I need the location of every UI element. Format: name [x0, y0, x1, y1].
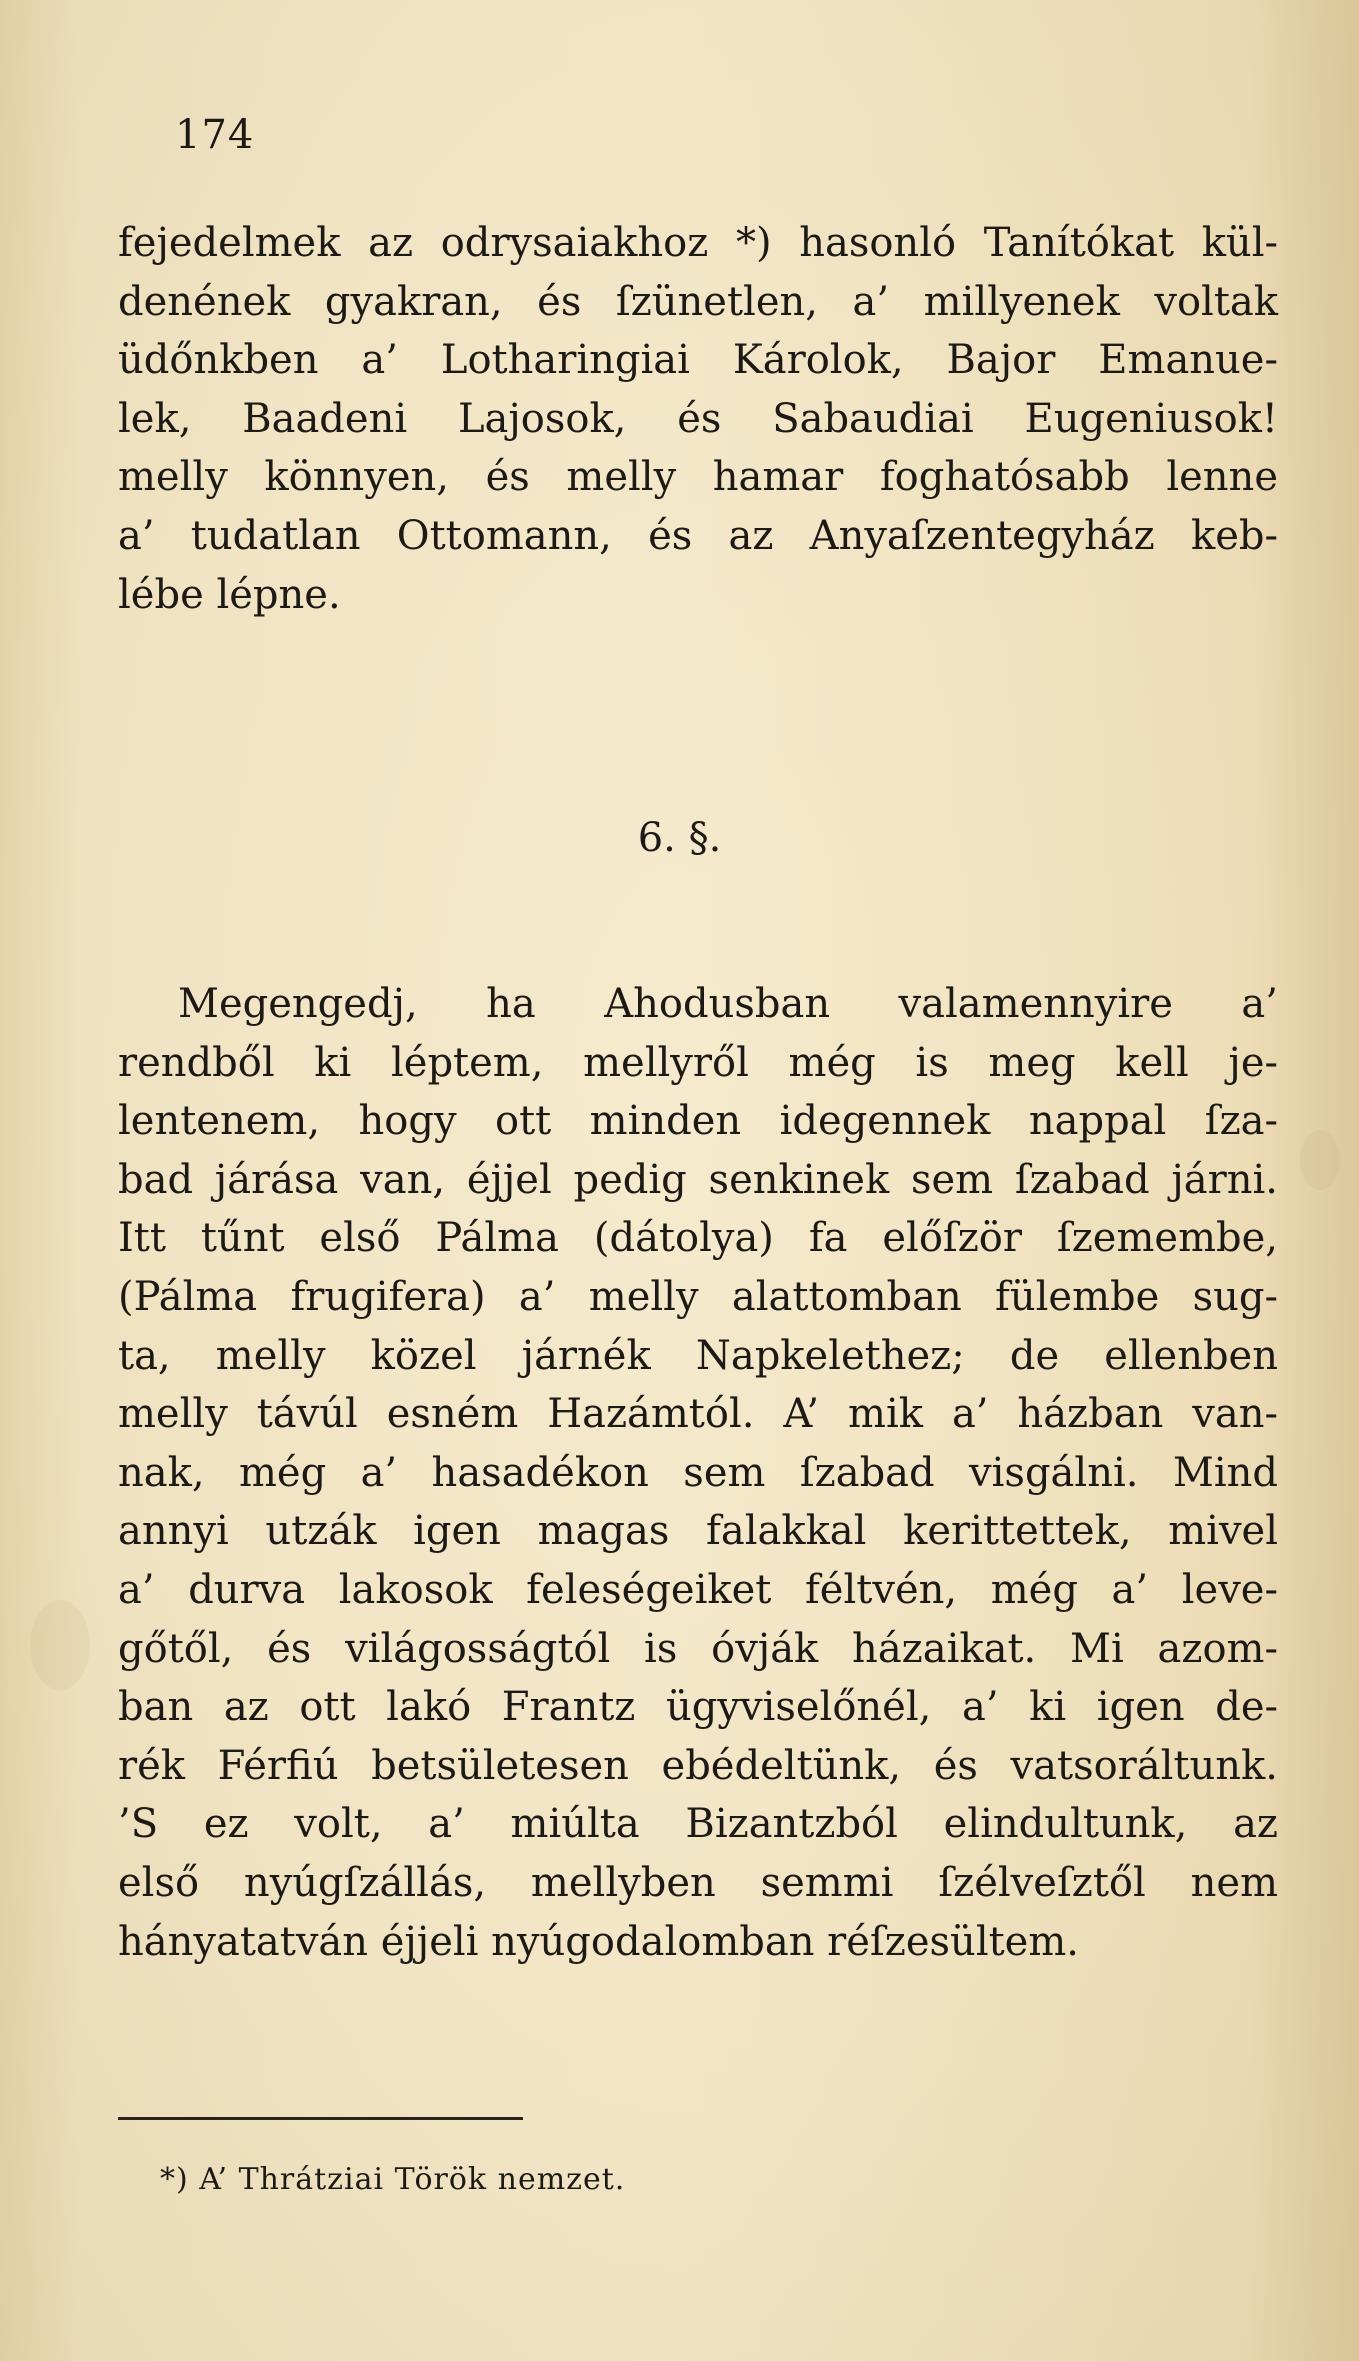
section-heading: 6. §.: [637, 815, 722, 861]
text-line: lentenem, hogy ott minden idegennek nappal ſza-: [118, 1098, 1278, 1145]
paragraph-1: [118, 214, 1278, 624]
text-line: ban az ott lakó Frantz ügyviselőnél, a’ ki igen de-: [118, 1684, 1278, 1731]
text-line: Megengedj, ha Ahodusban valamennyire a’: [178, 981, 1278, 1027]
text-line: melly könnyen, és melly hamar foghatósabb lenne: [118, 454, 1278, 501]
text-line: ’S ez volt, a’ miúlta Bizantzból elindultunk, az: [118, 1801, 1278, 1848]
text-line: bad járása van, éjjel pedig senkinek sem ſzabad járni.: [118, 1156, 1278, 1203]
text-line: ta, melly közel járnék Napkelethez; de ellenben: [118, 1332, 1278, 1379]
paragraph-2: [118, 975, 1278, 1971]
text-line: hányatatván éjjeli nyúgodalomban réſzesültem.: [118, 1918, 1079, 1965]
text-line: lébe lépne.: [118, 571, 341, 618]
text-line: melly távúl esném Hazámtól. A’ mik a’ házban van-: [118, 1391, 1278, 1438]
text-line: a’ durva lakosok feleségeiket féltvén, még a’ leve-: [118, 1566, 1278, 1613]
text-line: annyi utzák igen magas falakkal kerittettek, mivel: [118, 1508, 1278, 1555]
text-line: rék Férfiú betsületesen ebédeltünk, és vatsoráltunk.: [118, 1742, 1278, 1789]
footnote: *) A’ Thrátziai Török nemzet.: [160, 2162, 626, 2197]
text-line: első nyúgſzállás, mellyben semmi ſzélveſztől nem: [118, 1859, 1278, 1906]
text-line: Itt tűnt első Pálma (dátolya) fa előſzör ſzemembe,: [118, 1215, 1278, 1262]
text-line: lek, Baadeni Lajosok, és Sabaudiai Eugeniusok!: [118, 395, 1278, 442]
paper-stain: [30, 1600, 90, 1690]
text-line: nak, még a’ hasadékon sem ſzabad visgálni. Mind: [118, 1449, 1278, 1496]
text-line: (Pálma frugifera) a’ melly alattomban fülembe sug-: [118, 1273, 1278, 1320]
text-line: üdőnkben a’ Lotharingiai Károlok, Bajor Emanue-: [118, 337, 1278, 384]
text-line: fejedelmek az odrysaiakhoz *) hasonló Tanítókat kül-: [118, 220, 1278, 266]
text-line: a’ tudatlan Ottomann, és az Anyaſzentegyház keb-: [118, 512, 1278, 559]
page-number: 174: [175, 112, 255, 158]
paper-stain: [1300, 1130, 1340, 1190]
text-line: rendből ki léptem, mellyről még is meg kell je-: [118, 1039, 1278, 1086]
text-line: denének gyakran, és ſzünetlen, a’ millyenek voltak: [118, 278, 1278, 325]
footnote-rule: [118, 2117, 523, 2120]
text-line: gőtől, és világosságtól is óvják házaikat. Mi azom-: [118, 1625, 1278, 1672]
